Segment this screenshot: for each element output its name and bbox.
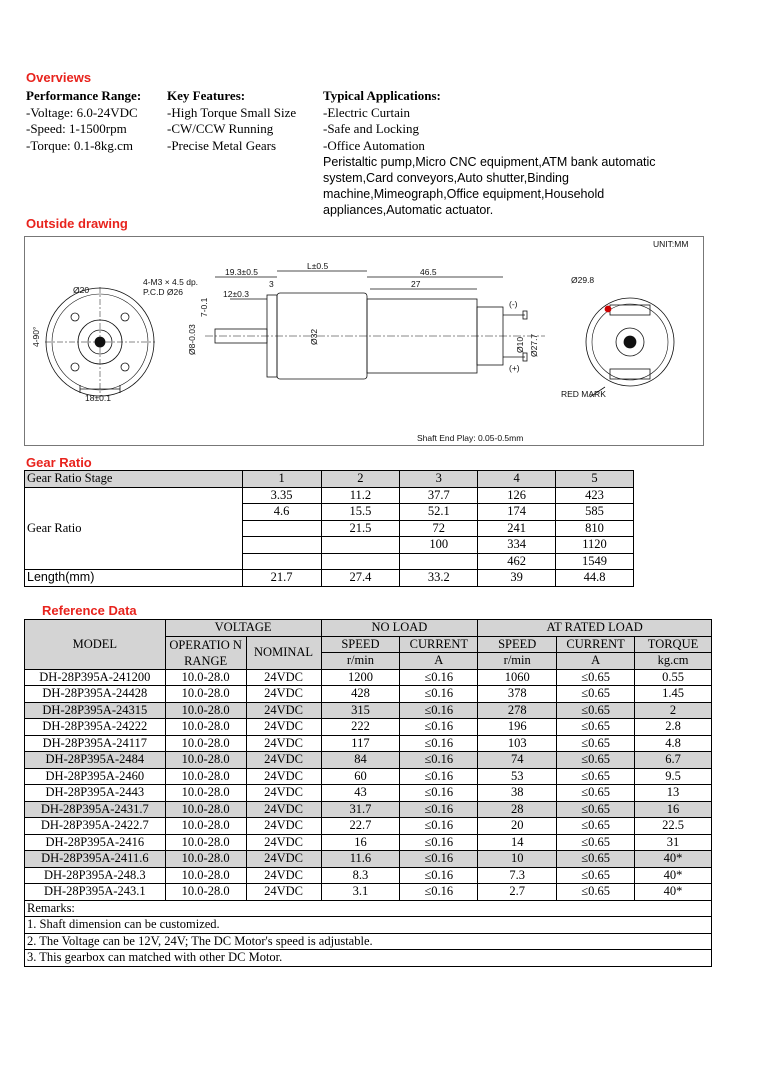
table-cell: ≤0.16 — [400, 702, 478, 719]
performance-item: -Voltage: 6.0-24VDC — [26, 104, 138, 120]
table-cell: 24VDC — [246, 818, 321, 835]
table-cell: ≤0.65 — [557, 834, 635, 851]
table-cell: 24VDC — [246, 867, 321, 884]
remarks-label: Remarks: — [25, 900, 712, 917]
ratio-cell: 3.35 — [242, 487, 321, 504]
table-cell: 10.0-28.0 — [165, 719, 246, 736]
performance-item: -Torque: 0.1-8kg.cm — [26, 137, 134, 153]
application-item: -Safe and Locking — [323, 121, 420, 136]
remark-item: 1. Shaft dimension can be customized. — [25, 917, 712, 934]
table-cell: 10.0-28.0 — [165, 785, 246, 802]
header-current: CURRENT — [557, 636, 635, 653]
header-rated-load: AT RATED LOAD — [478, 620, 712, 637]
header-operation-range: OPERATIO N RANGE — [165, 636, 246, 669]
dim-label: Ø27.7 — [529, 333, 539, 357]
dim-label: P.C.D Ø26 — [143, 287, 184, 297]
table-cell: 10.0-28.0 — [165, 884, 246, 901]
table-cell: 24VDC — [246, 735, 321, 752]
table-row — [25, 801, 712, 818]
performance-title: Performance Range: — [26, 88, 142, 103]
table-cell: 7.3 — [478, 867, 557, 884]
table-cell: 40* — [635, 867, 712, 884]
table-cell: ≤0.16 — [400, 834, 478, 851]
table-cell: ≤0.16 — [400, 818, 478, 835]
table-cell: 10 — [478, 851, 557, 868]
feature-item: -High Torque Small Size — [167, 104, 297, 120]
ratio-cell: 423 — [556, 487, 634, 504]
table-cell: ≤0.65 — [557, 818, 635, 835]
length-cell: 33.2 — [400, 570, 478, 587]
table-cell: ≤0.65 — [557, 884, 635, 901]
table-row — [25, 735, 712, 752]
table-row — [25, 471, 634, 488]
dim-label: Ø20 — [73, 285, 90, 295]
table-cell: 103 — [478, 735, 557, 752]
table-cell: 11.6 — [321, 851, 400, 868]
table-cell: 24VDC — [246, 801, 321, 818]
remarks-row — [25, 950, 712, 967]
model-cell: DH-28P395A-2460 — [25, 768, 166, 785]
dim-label: Ø8-0.03 — [187, 324, 197, 355]
table-cell: 28 — [478, 801, 557, 818]
stage-cell: 1 — [242, 471, 321, 488]
header-voltage: VOLTAGE — [165, 620, 321, 637]
table-cell: ≤0.65 — [557, 768, 635, 785]
table-cell: 2 — [635, 702, 712, 719]
table-cell: 278 — [478, 702, 557, 719]
remark-item: 2. The Voltage can be 12V, 24V; The DC Motor's speed is adjustable. — [25, 933, 712, 950]
table-cell: 38 — [478, 785, 557, 802]
ratio-cell: 810 — [556, 520, 634, 537]
table-cell: 9.5 — [635, 768, 712, 785]
table-cell: 40* — [635, 851, 712, 868]
table-cell: 16 — [635, 801, 712, 818]
table-cell: 117 — [321, 735, 400, 752]
model-cell: DH-28P395A-24315 — [25, 702, 166, 719]
table-cell: 74 — [478, 752, 557, 769]
outside-drawing-heading: Outside drawing — [26, 216, 128, 231]
dim-label: 7-0.1 — [199, 297, 209, 317]
technical-drawing — [25, 237, 703, 445]
table-cell: 10.0-28.0 — [165, 834, 246, 851]
table-cell: 84 — [321, 752, 400, 769]
model-cell: DH-28P395A-248.3 — [25, 867, 166, 884]
table-cell: 22.5 — [635, 818, 712, 835]
model-cell: DH-28P395A-2443 — [25, 785, 166, 802]
red-mark-label: RED MARK — [561, 389, 606, 399]
table-cell: ≤0.16 — [400, 801, 478, 818]
outside-drawing — [24, 236, 704, 446]
ratio-cell: 126 — [478, 487, 556, 504]
length-cell: 39 — [478, 570, 556, 587]
table-cell: 20 — [478, 818, 557, 835]
ratio-cell — [242, 537, 321, 554]
dim-label: 3 — [269, 279, 274, 289]
table-cell: 315 — [321, 702, 400, 719]
feature-item: -CW/CCW Running — [167, 121, 274, 136]
length-label: Length(mm) — [25, 570, 243, 587]
table-cell: 31.7 — [321, 801, 400, 818]
table-cell: 0.55 — [635, 669, 712, 686]
table-cell: 24VDC — [246, 719, 321, 736]
stage-cell: 2 — [321, 471, 400, 488]
dim-label: (+) — [509, 363, 520, 373]
dim-label: (-) — [509, 299, 518, 309]
table-row — [25, 867, 712, 884]
ratio-cell — [242, 553, 321, 570]
ratio-cell: 72 — [400, 520, 478, 537]
table-row — [25, 669, 712, 686]
table-cell: 24VDC — [246, 752, 321, 769]
table-cell: ≤0.16 — [400, 735, 478, 752]
table-cell: 14 — [478, 834, 557, 851]
ratio-cell: 4.6 — [242, 504, 321, 521]
ratio-cell — [400, 553, 478, 570]
table-cell: 10.0-28.0 — [165, 686, 246, 703]
table-cell: 24VDC — [246, 884, 321, 901]
table-cell: ≤0.65 — [557, 851, 635, 868]
model-cell: DH-28P395A-2422.7 — [25, 818, 166, 835]
table-cell: 43 — [321, 785, 400, 802]
dim-label: Ø29.8 — [571, 275, 595, 285]
table-cell: 24VDC — [246, 768, 321, 785]
table-row — [25, 686, 712, 703]
reference-data-table — [24, 619, 712, 967]
table-cell: 4.8 — [635, 735, 712, 752]
table-cell: ≤0.65 — [557, 669, 635, 686]
overviews-heading: Overviews — [26, 70, 92, 85]
table-cell: ≤0.16 — [400, 768, 478, 785]
length-cell: 27.4 — [321, 570, 400, 587]
table-cell: 53 — [478, 768, 557, 785]
stage-cell: 4 — [478, 471, 556, 488]
table-row — [25, 752, 712, 769]
table-cell: 1.45 — [635, 686, 712, 703]
table-cell: 40* — [635, 884, 712, 901]
header-torque: TORQUE — [635, 636, 712, 653]
ratio-cell: 21.5 — [321, 520, 400, 537]
remarks-row — [25, 900, 712, 917]
typical-applications — [323, 88, 723, 218]
remarks-row — [25, 933, 712, 950]
table-cell: 3.1 — [321, 884, 400, 901]
table-cell: 24VDC — [246, 702, 321, 719]
unit-label: UNIT:MM — [653, 239, 689, 249]
reference-data-heading: Reference Data — [42, 603, 137, 618]
application-item: -Electric Curtain — [323, 104, 410, 120]
table-cell: 10.0-28.0 — [165, 752, 246, 769]
model-cell: DH-28P395A-2431.7 — [25, 801, 166, 818]
table-row — [25, 570, 634, 587]
table-cell: 10.0-28.0 — [165, 867, 246, 884]
table-cell: ≤0.65 — [557, 867, 635, 884]
ratio-label: Gear Ratio — [25, 487, 243, 570]
dim-label: Ø32 — [309, 328, 319, 345]
table-cell: 222 — [321, 719, 400, 736]
table-cell: 8.3 — [321, 867, 400, 884]
stage-cell: 5 — [556, 471, 634, 488]
application-extra: Peristaltic pump,Micro CNC equipment,ATM bank automatic — [323, 155, 656, 169]
table-cell: 2.7 — [478, 884, 557, 901]
table-cell: ≤0.16 — [400, 719, 478, 736]
key-features — [167, 88, 296, 154]
table-cell: 24VDC — [246, 785, 321, 802]
feature-item: -Precise Metal Gears — [167, 137, 277, 153]
ratio-cell — [321, 553, 400, 570]
dim-label: 19.3±0.5 — [225, 267, 259, 277]
length-cell: 44.8 — [556, 570, 634, 587]
ratio-cell: 1120 — [556, 537, 634, 554]
ratio-cell: 52.1 — [400, 504, 478, 521]
table-cell: 1060 — [478, 669, 557, 686]
table-cell: ≤0.16 — [400, 884, 478, 901]
rear-view — [586, 298, 674, 397]
header-unit: r/min — [321, 653, 400, 670]
shaft-end-play: Shaft End Play: 0.05-0.5mm — [417, 433, 524, 443]
performance-range — [26, 88, 141, 154]
model-cell: DH-28P395A-241200 — [25, 669, 166, 686]
reference-table-body — [25, 669, 712, 900]
table-cell: ≤0.16 — [400, 669, 478, 686]
remarks-row — [25, 917, 712, 934]
dim-label: 12±0.3 — [223, 289, 249, 299]
model-cell: DH-28P395A-243.1 — [25, 884, 166, 901]
table-cell: 10.0-28.0 — [165, 801, 246, 818]
table-cell: 196 — [478, 719, 557, 736]
table-row — [25, 702, 712, 719]
table-row — [25, 768, 712, 785]
stage-label: Gear Ratio Stage — [25, 471, 243, 488]
header-speed: SPEED — [478, 636, 557, 653]
table-cell: ≤0.16 — [400, 785, 478, 802]
table-row — [25, 785, 712, 802]
ratio-cell: 174 — [478, 504, 556, 521]
gear-ratio-heading: Gear Ratio — [26, 455, 92, 470]
table-cell: ≤0.65 — [557, 719, 635, 736]
table-cell: 2.8 — [635, 719, 712, 736]
table-cell: 10.0-28.0 — [165, 669, 246, 686]
model-cell: DH-28P395A-2416 — [25, 834, 166, 851]
table-cell: 24VDC — [246, 851, 321, 868]
ratio-cell: 15.5 — [321, 504, 400, 521]
table-cell: ≤0.65 — [557, 735, 635, 752]
dim-label: 46.5 — [420, 267, 437, 277]
table-cell: 10.0-28.0 — [165, 735, 246, 752]
model-cell: DH-28P395A-24428 — [25, 686, 166, 703]
table-cell: ≤0.65 — [557, 785, 635, 802]
table-cell: 13 — [635, 785, 712, 802]
ratio-cell: 1549 — [556, 553, 634, 570]
table-header-row — [25, 620, 712, 637]
features-title: Key Features: — [167, 88, 246, 103]
stage-cell: 3 — [400, 471, 478, 488]
ratio-cell: 11.2 — [321, 487, 400, 504]
ratio-cell: 462 — [478, 553, 556, 570]
table-cell: 22.7 — [321, 818, 400, 835]
header-unit: kg.cm — [635, 653, 712, 670]
dim-label: 4-90° — [31, 326, 41, 347]
table-cell: ≤0.65 — [557, 801, 635, 818]
ratio-cell: 334 — [478, 537, 556, 554]
table-cell: ≤0.16 — [400, 851, 478, 868]
table-cell: 378 — [478, 686, 557, 703]
table-cell: 6.7 — [635, 752, 712, 769]
application-extra: system,Card conveyors,Auto shutter,Binding — [323, 171, 569, 185]
dim-label: L±0.5 — [307, 261, 329, 271]
gear-ratio-table — [24, 470, 634, 587]
header-unit: A — [557, 653, 635, 670]
header-unit: A — [400, 653, 478, 670]
table-row — [25, 834, 712, 851]
table-cell: 10.0-28.0 — [165, 702, 246, 719]
table-cell: ≤0.16 — [400, 686, 478, 703]
table-row — [25, 851, 712, 868]
table-row — [25, 818, 712, 835]
length-cell: 21.7 — [242, 570, 321, 587]
applications-title: Typical Applications: — [323, 88, 441, 103]
table-cell: 16 — [321, 834, 400, 851]
table-cell: 24VDC — [246, 686, 321, 703]
application-extra: machine,Mimeograph,Office equipment,Household — [323, 187, 605, 201]
front-flange-view — [45, 287, 155, 397]
dim-label: 27 — [411, 279, 421, 289]
table-cell: 31 — [635, 834, 712, 851]
dim-label: 4-M3 × 4.5 dp. — [143, 277, 199, 287]
ratio-cell: 37.7 — [400, 487, 478, 504]
header-nominal: NOMINAL — [246, 636, 321, 669]
remark-item: 3. This gearbox can matched with other DC Motor. — [25, 950, 712, 967]
table-cell: 10.0-28.0 — [165, 818, 246, 835]
model-cell: DH-28P395A-24117 — [25, 735, 166, 752]
table-cell: ≤0.65 — [557, 686, 635, 703]
header-model: MODEL — [25, 620, 166, 670]
ratio-cell — [242, 520, 321, 537]
header-current: CURRENT — [400, 636, 478, 653]
dim-label: Ø10 — [515, 336, 525, 353]
table-cell: ≤0.65 — [557, 752, 635, 769]
ratio-cell: 585 — [556, 504, 634, 521]
ratio-cell: 100 — [400, 537, 478, 554]
header-no-load: NO LOAD — [321, 620, 478, 637]
table-row — [25, 884, 712, 901]
model-cell: DH-28P395A-2484 — [25, 752, 166, 769]
table-row — [25, 487, 634, 504]
table-cell: ≤0.65 — [557, 702, 635, 719]
table-cell: 10.0-28.0 — [165, 851, 246, 868]
ratio-cell — [321, 537, 400, 554]
application-item: -Office Automation — [323, 137, 425, 153]
table-cell: 1200 — [321, 669, 400, 686]
table-cell: ≤0.16 — [400, 752, 478, 769]
header-unit: r/min — [478, 653, 557, 670]
performance-item: -Speed: 1-1500rpm — [26, 121, 127, 136]
application-extra: appliances,Automatic actuator. — [323, 203, 494, 217]
table-cell: 24VDC — [246, 834, 321, 851]
table-cell: ≤0.16 — [400, 867, 478, 884]
dim-label: 18±0.1 — [85, 393, 111, 403]
ratio-cell: 241 — [478, 520, 556, 537]
table-cell: 24VDC — [246, 669, 321, 686]
table-cell: 10.0-28.0 — [165, 768, 246, 785]
side-motor-view — [205, 271, 545, 379]
model-cell: DH-28P395A-24222 — [25, 719, 166, 736]
header-speed: SPEED — [321, 636, 400, 653]
table-cell: 428 — [321, 686, 400, 703]
model-cell: DH-28P395A-2411.6 — [25, 851, 166, 868]
table-cell: 60 — [321, 768, 400, 785]
table-row — [25, 719, 712, 736]
